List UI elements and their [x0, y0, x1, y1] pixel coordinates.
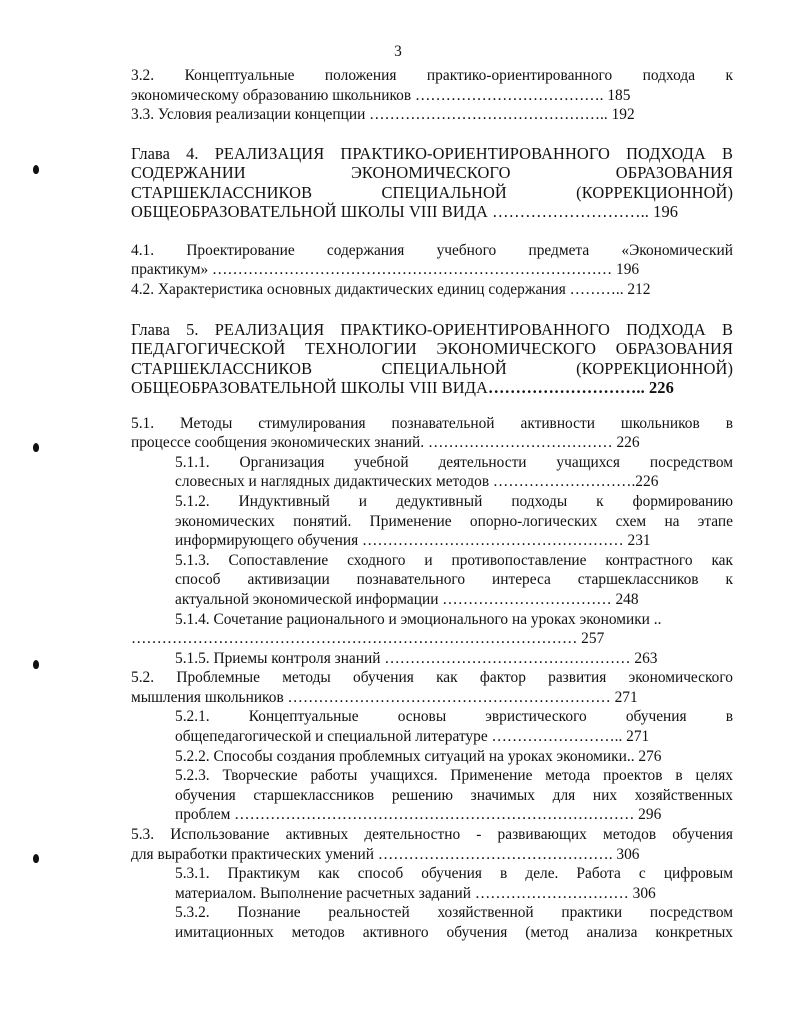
toc-line: 5.3.2. Познание реальностей хозяйственной практики посредством	[175, 904, 733, 922]
toc-entry-5-3[interactable]	[131, 825, 733, 864]
toc-line: ПЕДАГОГИЧЕСКОЙ ТЕХНОЛОГИИ ЭКОНОМИЧЕСКОГО ОБРАЗОВАНИЯ	[131, 339, 733, 359]
toc-line: 4.1. Проектирование содержания учебного предмета «Экономический	[131, 241, 733, 259]
toc-entry-5-1-1[interactable]	[175, 453, 733, 492]
chapter-4-heading[interactable]	[131, 144, 733, 222]
binding-hole-mark	[33, 443, 39, 452]
toc-line: ОБЩЕОБРАЗОВАТЕЛЬНОЙ ШКОЛЫ VIII ВИДА	[131, 378, 488, 398]
toc-entry-5-1-5[interactable]	[175, 649, 733, 669]
toc-page-leader: ……………………….. 226	[487, 378, 674, 398]
toc-line: мышления школьников ……………………………………………………… 271	[131, 688, 638, 706]
toc-line: ОБЩЕОБРАЗОВАТЕЛЬНОЙ ШКОЛЫ VIII ВИДА ……………………….. 196	[131, 202, 679, 222]
toc-line: Глава 4. РЕАЛИЗАЦИЯ ПРАКТИКО-ОРИЕНТИРОВАННОГО ПОДХОДА В	[131, 143, 733, 163]
toc-entry-5-2-1[interactable]	[175, 707, 733, 746]
binding-hole-mark	[33, 165, 39, 174]
toc-line: 5.3. Использование активных деятельностно - развивающих методов обучения	[131, 826, 733, 844]
page-number: 3	[394, 43, 402, 60]
toc-line: экономическому образованию школьников ………………………………. 185	[131, 86, 631, 104]
toc-line: 5.2.2. Способы создания проблемных ситуаций на уроках экономики.. 276	[175, 747, 662, 765]
toc-line: способ активизации познавательного интереса старшеклассников к	[175, 571, 733, 589]
toc-line: 5.3.1. Практикум как способ обучения в деле. Работа с цифровым	[175, 865, 733, 883]
toc-line: экономических понятий. Применение опорно-логических схем на этапе	[175, 512, 733, 530]
binding-hole-mark	[33, 854, 39, 863]
toc-line: материалом. Выполнение расчетных заданий ………………………… 306	[175, 884, 656, 902]
binding-hole-mark	[33, 660, 39, 669]
toc-entry-5-1-2[interactable]	[175, 492, 733, 551]
chapter-5-heading[interactable]	[131, 320, 733, 398]
toc-entry-3-3[interactable]	[131, 105, 733, 125]
toc-line: для выработки практических умений ………………………………………. 306	[131, 845, 640, 863]
toc-line: 4.2. Характеристика основных дидактических единиц содержания ……….. 212	[131, 280, 651, 298]
toc-entry-5-1[interactable]	[131, 414, 733, 453]
toc-line: информирующего обучения …………………………………………… 231	[175, 532, 651, 550]
toc-entry-5-2-2[interactable]	[175, 747, 733, 767]
toc-line: имитационных методов активного обучения (метод анализа конкретных	[175, 924, 733, 941]
toc-line: Глава 5. РЕАЛИЗАЦИЯ ПРАКТИКО-ОРИЕНТИРОВАННОГО ПОДХОДА В	[131, 319, 733, 339]
toc-entry-5-1-4[interactable]	[131, 610, 733, 649]
toc-entry-5-3-1[interactable]	[175, 864, 733, 903]
toc-line: СОДЕРЖАНИИ ЭКОНОМИЧЕСКОГО ОБРАЗОВАНИЯ	[131, 163, 733, 183]
toc-entry-5-2-3[interactable]	[175, 766, 733, 825]
toc-line: 5.1.4. Сочетание рационального и эмоционального на уроках экономики ..	[175, 610, 662, 628]
toc-line: 5.1.5. Приемы контроля знаний ………………………………………… 263	[175, 649, 658, 667]
toc-line: СТАРШЕКЛАССНИКОВ СПЕЦИАЛЬНОЙ (КОРРЕКЦИОННОЙ)	[131, 358, 733, 378]
toc-entry-5-3-2[interactable]	[175, 903, 733, 942]
toc-line: обучения старшеклассников решению значимых для них хозяйственных	[175, 786, 733, 804]
toc-line: общепедагогической и специальной литературе …………………….. 271	[175, 728, 650, 746]
toc-line: 5.1.3. Сопоставление сходного и противопоставление контрастного как	[175, 551, 733, 569]
toc-line: словесных и наглядных дидактических методов ……………………….226	[175, 473, 659, 491]
toc-line: 5.1. Методы стимулирования познавательной активности школьников в	[131, 414, 733, 432]
toc-line: актуальной экономической информации …………………………… 248	[175, 590, 639, 608]
toc-line: 5.1.2. Индуктивный и дедуктивный подходы к формированию	[175, 492, 733, 510]
toc-line: 3.3. Условия реализации концепции ……………………………………….. 192	[131, 106, 635, 124]
toc-entry-4-1[interactable]	[131, 241, 733, 280]
toc-entry-3-2[interactable]	[131, 66, 733, 105]
toc-line: 3.2. Концептуальные положения практико-ориентированного подхода к	[131, 67, 733, 84]
toc-line: проблем …………………………………………………………………… 296	[175, 806, 662, 824]
toc-line: 5.2.3. Творческие работы учащихся. Применение метода проектов в целях	[175, 767, 733, 785]
toc-line: …………………………………………………………………………… 257	[131, 630, 605, 648]
toc-entry-5-1-3[interactable]	[175, 551, 733, 610]
table-of-contents	[131, 66, 733, 943]
toc-line: СТАРШЕКЛАССНИКОВ СПЕЦИАЛЬНОЙ (КОРРЕКЦИОННОЙ)	[131, 182, 733, 202]
toc-line: процессе сообщения экономических знаний. ……………………………… 226	[131, 434, 640, 452]
toc-line: практикум» …………………………………………………………………… 196	[131, 261, 640, 279]
toc-line: 5.2. Проблемные методы обучения как фактор развития экономического	[131, 669, 733, 687]
toc-entry-5-2[interactable]	[131, 668, 733, 707]
toc-line: 5.2.1. Концептуальные основы эвристического обучения в	[175, 708, 733, 726]
toc-line: 5.1.1. Организация учебной деятельности учащихся посредством	[175, 453, 733, 471]
toc-entry-4-2[interactable]	[131, 280, 733, 300]
